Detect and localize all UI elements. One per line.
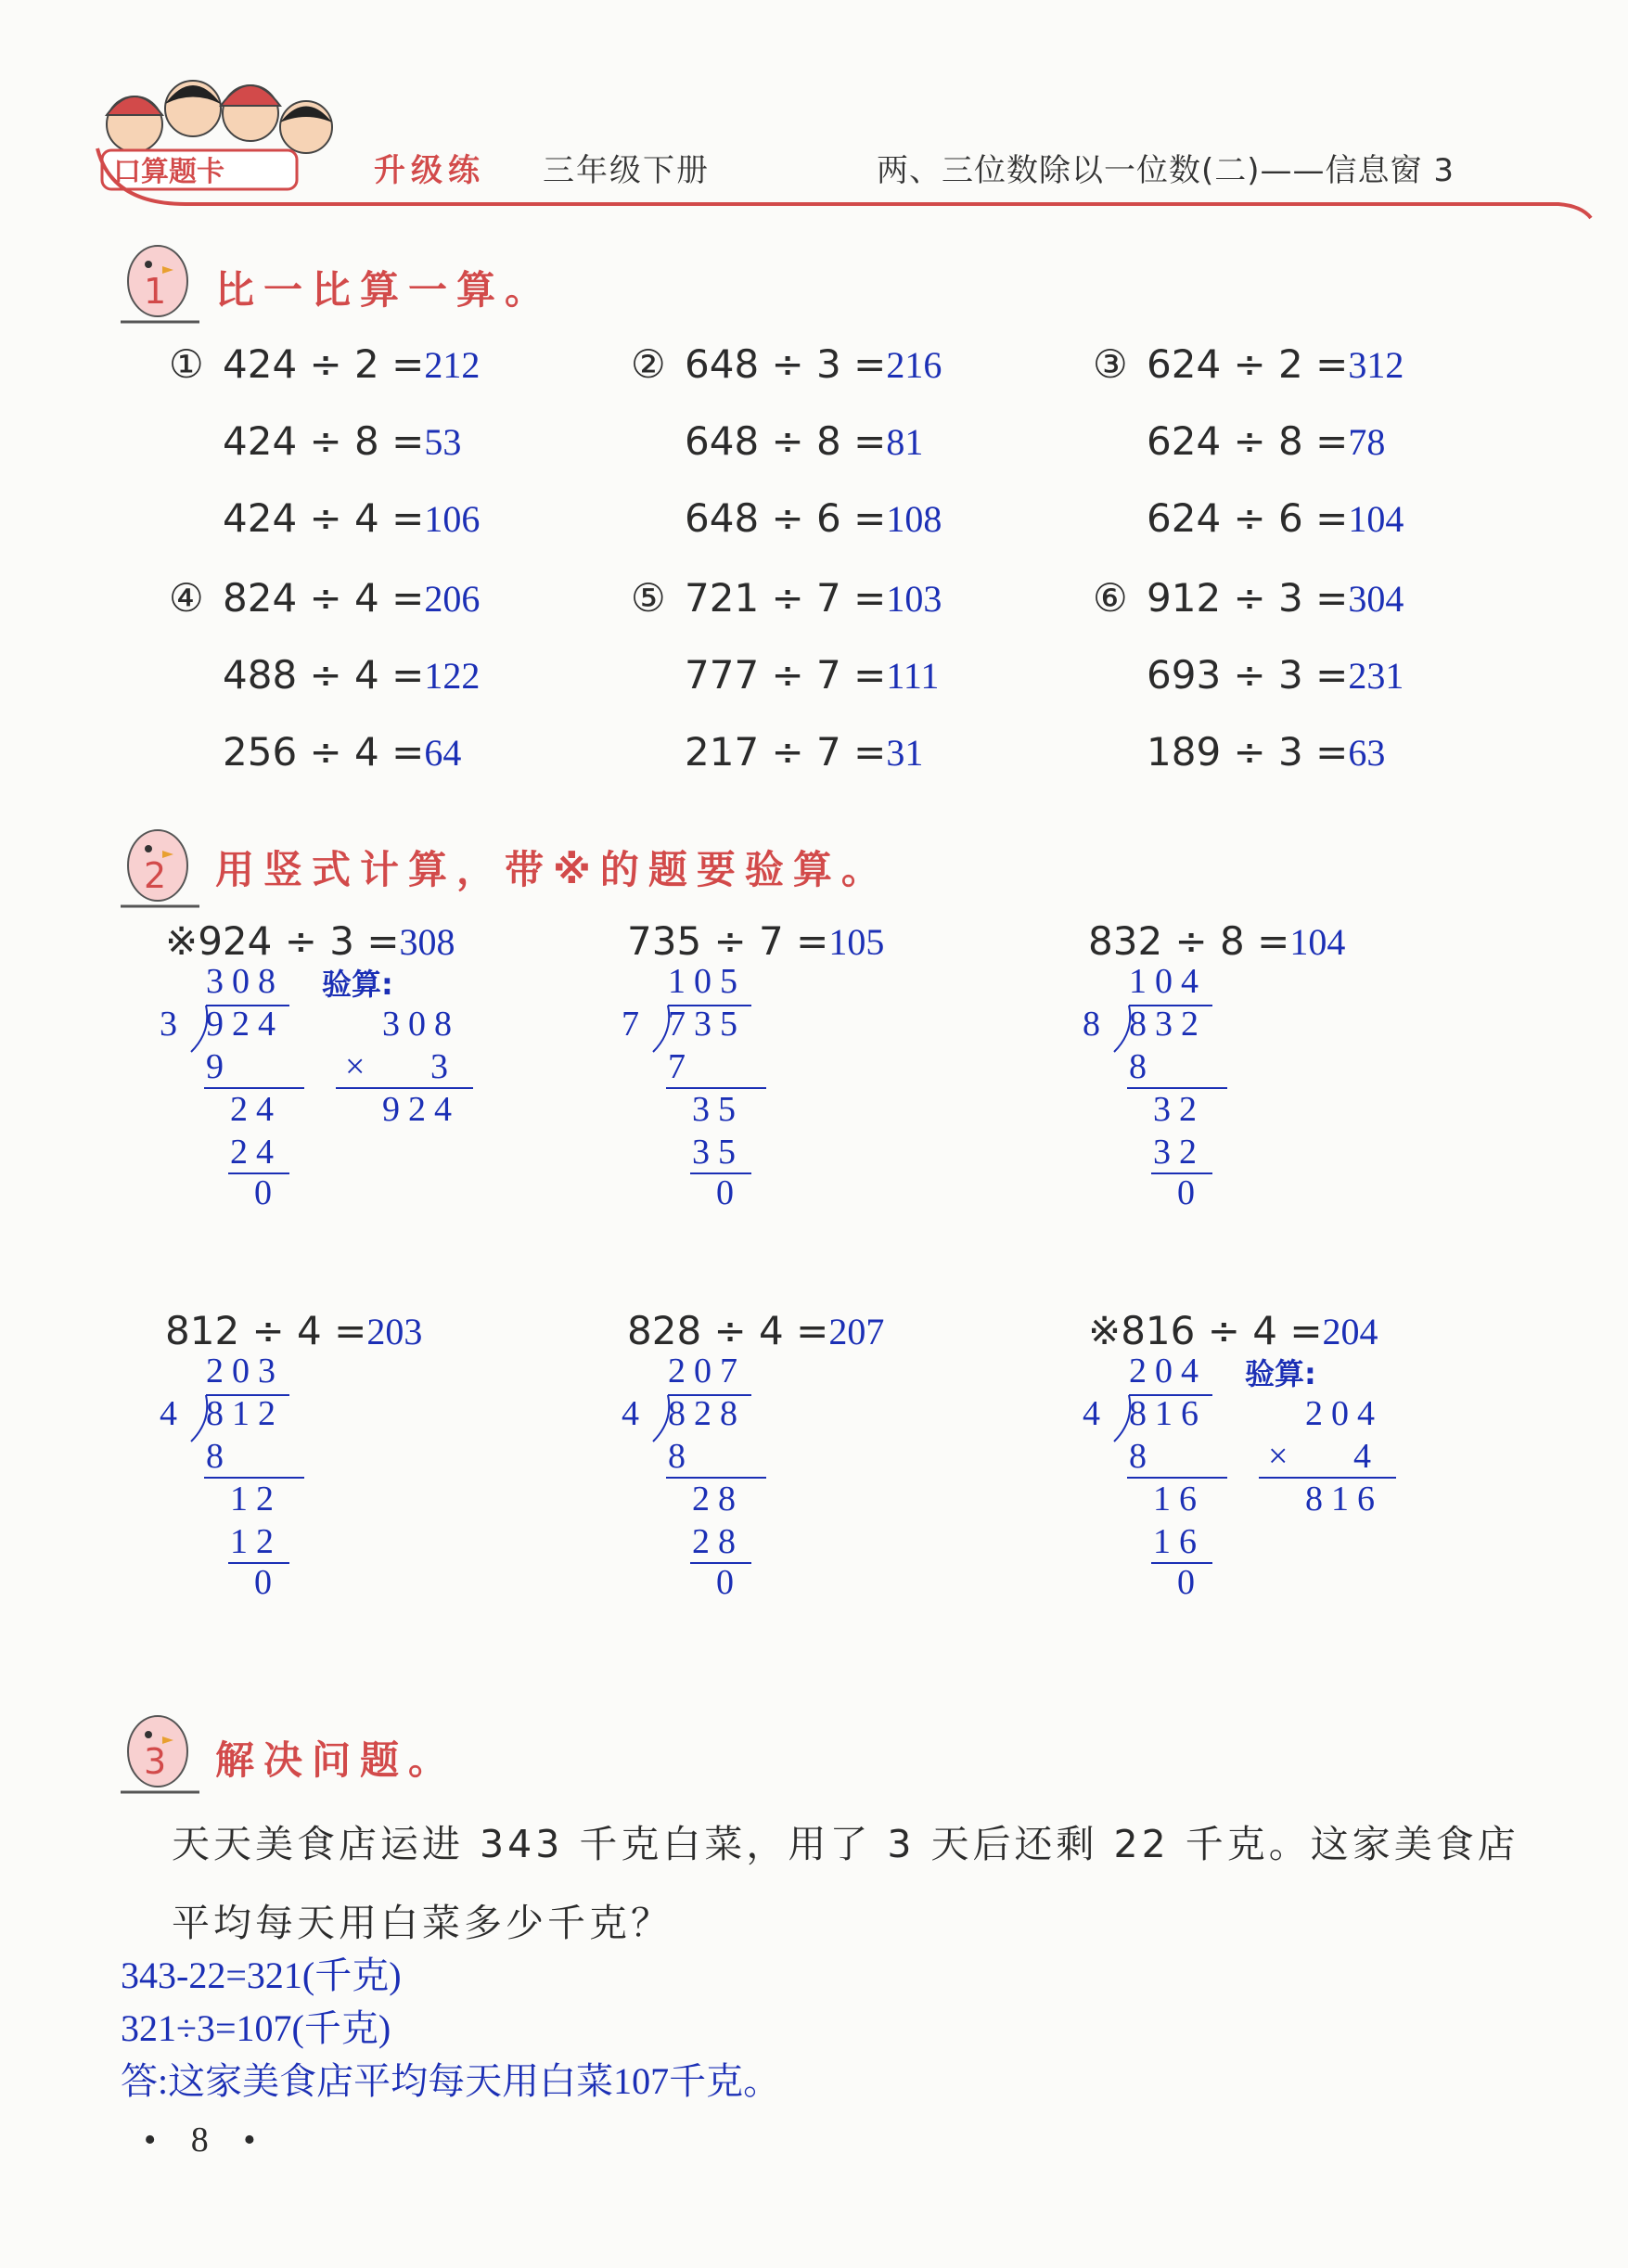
equation-answer: 203 [366, 1311, 423, 1352]
equation-answer: 104 [1289, 921, 1346, 963]
oral-calc-row [169, 495, 480, 541]
division-step: 8 [1129, 1047, 1155, 1086]
check-multiplier: 4 [1353, 1437, 1379, 1476]
oral-calc-row [631, 652, 939, 698]
equation-question: 256 ÷ 4 = [223, 729, 425, 775]
section-1-title: 比一比算一算。 [215, 267, 554, 313]
section-2-title: 用竖式计算，带※的题要验算。 [215, 847, 890, 892]
oral-calc-row [631, 575, 942, 621]
check-multiplicand: 204 [1305, 1394, 1383, 1433]
equation-answer: 31 [886, 732, 924, 774]
group-label: ③ [1093, 341, 1128, 387]
group-label: ④ [169, 575, 204, 621]
equation-question: 624 ÷ 8 = [1147, 418, 1349, 464]
division-step: 0 [1177, 1563, 1203, 1602]
equation-answer: 207 [828, 1311, 885, 1352]
equation-question: 777 ÷ 7 = [685, 652, 887, 698]
section-2-number: 2 [144, 855, 167, 896]
oral-calc-row [169, 575, 480, 621]
header-series: 升级练 [374, 152, 485, 189]
equation-answer: 122 [424, 655, 481, 697]
oral-calc-row [631, 495, 942, 541]
verify-label: 验算: [322, 967, 393, 1002]
oral-calc-row [631, 729, 923, 775]
logo-text: 口算题卡 [113, 156, 224, 188]
oral-calc-row [1093, 652, 1404, 698]
check-times-sign: × [345, 1047, 374, 1086]
division-step: 8 [668, 1437, 694, 1476]
equation-answer: 63 [1348, 732, 1386, 774]
division-step: 16 [1153, 1480, 1205, 1518]
equation-question: 912 ÷ 3 = [1147, 575, 1349, 621]
equation-answer: 204 [1322, 1311, 1378, 1352]
divisor: 4 [1083, 1394, 1109, 1433]
equation-question: 217 ÷ 7 = [685, 729, 887, 775]
solution-line-1: 343-22=321(千克) [121, 1954, 402, 1996]
divisor: 7 [622, 1005, 647, 1044]
equation-answer: 81 [886, 421, 924, 463]
division-step: 8 [206, 1437, 232, 1476]
division-step: 35 [692, 1133, 744, 1172]
division-step: 0 [716, 1563, 742, 1602]
division-step: 24 [230, 1090, 282, 1129]
equation-answer: 231 [1348, 655, 1404, 697]
oral-calc-row [631, 341, 942, 387]
equation-question: ※924 ÷ 3 = [165, 918, 400, 964]
division-step: 0 [1177, 1173, 1203, 1212]
equation-question: 824 ÷ 4 = [223, 575, 425, 621]
oral-calc-row [169, 729, 461, 775]
equation-question: 648 ÷ 8 = [685, 418, 887, 464]
problem-text-line-2: 平均每天用白菜多少千克？ [172, 1901, 673, 1945]
division-step: 24 [230, 1133, 282, 1172]
division-step: 32 [1153, 1090, 1205, 1129]
divisor: 8 [1083, 1005, 1109, 1044]
check-multiplicand: 308 [382, 1005, 460, 1044]
dividend: 812 [206, 1394, 284, 1433]
equation-question: 189 ÷ 3 = [1147, 729, 1349, 775]
equation-question: 424 ÷ 2 = [223, 341, 425, 387]
equation-question: 648 ÷ 3 = [685, 341, 887, 387]
equation-question: 624 ÷ 6 = [1147, 495, 1349, 541]
equation-answer: 103 [886, 578, 942, 620]
oral-calc-row [169, 418, 461, 464]
equation-answer: 312 [1348, 344, 1404, 386]
division-step: 12 [230, 1480, 282, 1518]
oral-calc-row [1093, 495, 1404, 541]
equation-answer: 105 [828, 921, 885, 963]
section-3-bird-icon [116, 1707, 204, 1804]
equation-question: 735 ÷ 7 = [627, 918, 829, 964]
oral-calc-row [1093, 575, 1404, 621]
division-equation [627, 918, 884, 964]
divisor: 3 [160, 1005, 186, 1044]
equation-answer: 64 [424, 732, 462, 774]
division-step: 7 [668, 1047, 694, 1086]
equation-question: 832 ÷ 8 = [1088, 918, 1290, 964]
division-step: 0 [254, 1563, 280, 1602]
equation-answer: 106 [424, 498, 481, 540]
equation-question: 624 ÷ 2 = [1147, 341, 1349, 387]
check-product: 816 [1305, 1480, 1383, 1518]
equation-question: 424 ÷ 8 = [223, 418, 425, 464]
equation-question: 648 ÷ 6 = [685, 495, 887, 541]
equation-answer: 78 [1348, 421, 1386, 463]
divisor: 4 [160, 1394, 186, 1433]
oral-calc-row [1093, 418, 1385, 464]
division-equation [1088, 918, 1345, 964]
verify-label: 验算: [1245, 1356, 1316, 1391]
quotient: 104 [1129, 962, 1207, 1001]
section-3-number: 3 [144, 1741, 167, 1782]
quotient: 204 [1129, 1352, 1207, 1390]
equation-question: 488 ÷ 4 = [223, 652, 425, 698]
group-label: ② [631, 341, 666, 387]
equation-question: ※816 ÷ 4 = [1088, 1308, 1323, 1353]
division-bracket [1112, 1004, 1214, 1059]
check-multiplier: 3 [430, 1047, 456, 1086]
oral-calc-row [1093, 341, 1404, 387]
equation-question: 424 ÷ 4 = [223, 495, 425, 541]
oral-calc-row [1093, 729, 1385, 775]
page-number: • 8 • [144, 2121, 269, 2159]
header-chapter: 两、三位数除以一位数(二)——信息窗 3 [877, 152, 1455, 189]
problem-text-line-1: 天天美食店运进 343 千克白菜，用了 3 天后还剩 22 千克。这家美食店 [172, 1822, 1519, 1866]
equation-answer: 212 [424, 344, 481, 386]
quotient: 203 [206, 1352, 284, 1390]
dividend: 735 [668, 1005, 746, 1044]
division-bracket [189, 1004, 291, 1059]
division-step: 28 [692, 1480, 744, 1518]
dividend: 832 [1129, 1005, 1207, 1044]
equation-answer: 53 [424, 421, 462, 463]
division-bracket [1112, 1393, 1214, 1449]
equation-question: 828 ÷ 4 = [627, 1308, 829, 1353]
oral-calc-row [169, 652, 480, 698]
section-1-number: 1 [144, 271, 167, 312]
division-step: 35 [692, 1090, 744, 1129]
oral-calc-row [169, 341, 480, 387]
dividend: 816 [1129, 1394, 1207, 1433]
equation-question: 693 ÷ 3 = [1147, 652, 1349, 698]
division-step: 8 [1129, 1437, 1155, 1476]
division-equation [165, 918, 455, 964]
quotient: 308 [206, 962, 284, 1001]
equation-answer: 304 [1348, 578, 1404, 620]
division-bracket [651, 1393, 753, 1449]
section-2-bird-icon [116, 821, 204, 918]
division-equation [627, 1308, 884, 1353]
equation-question: 812 ÷ 4 = [165, 1308, 367, 1353]
check-times-sign: × [1268, 1437, 1297, 1476]
dividend: 828 [668, 1394, 746, 1433]
section-3-title: 解决问题。 [215, 1737, 457, 1783]
equation-question: 721 ÷ 7 = [685, 575, 887, 621]
equation-answer: 216 [886, 344, 942, 386]
equation-answer: 111 [886, 655, 940, 697]
division-step: 12 [230, 1522, 282, 1561]
oral-calc-row [631, 418, 923, 464]
equation-answer: 206 [424, 578, 481, 620]
division-step: 0 [716, 1173, 742, 1212]
group-label: ① [169, 341, 204, 387]
division-step: 16 [1153, 1522, 1205, 1561]
equation-answer: 108 [886, 498, 942, 540]
quotient: 105 [668, 962, 746, 1001]
division-equation [165, 1308, 422, 1353]
division-equation [1088, 1308, 1378, 1353]
equation-answer: 308 [399, 921, 455, 963]
division-step: 9 [206, 1047, 232, 1086]
divisor: 4 [622, 1394, 647, 1433]
division-step: 28 [692, 1522, 744, 1561]
section-1-bird-icon [116, 237, 204, 334]
division-step: 0 [254, 1173, 280, 1212]
group-label: ⑥ [1093, 575, 1128, 621]
dividend: 924 [206, 1005, 284, 1044]
header-divider-curve [83, 139, 1596, 232]
division-bracket [651, 1004, 753, 1059]
equation-answer: 104 [1348, 498, 1404, 540]
division-bracket [189, 1393, 291, 1449]
quotient: 207 [668, 1352, 746, 1390]
group-label: ⑤ [631, 575, 666, 621]
solution-answer: 答:这家美食店平均每天用白菜107千克。 [121, 2060, 781, 2102]
header-grade: 三年级下册 [543, 152, 710, 189]
solution-line-2: 321÷3=107(千克) [121, 2007, 391, 2049]
division-step: 32 [1153, 1133, 1205, 1172]
check-product: 924 [382, 1090, 460, 1129]
